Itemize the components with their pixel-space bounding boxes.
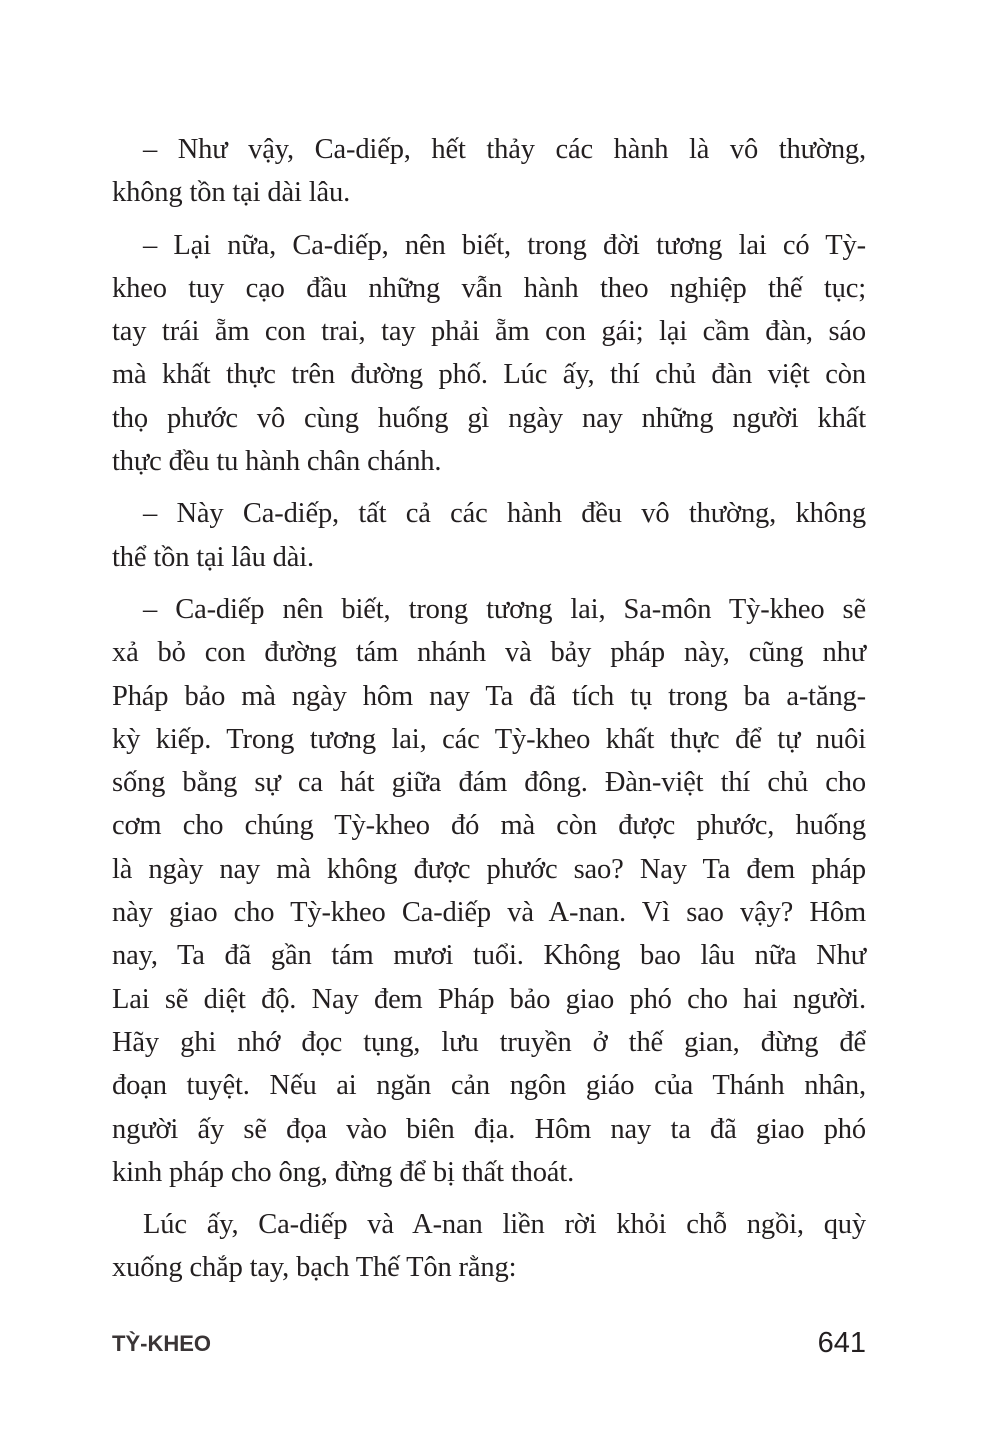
paragraph [112,492,866,579]
text-line: – Này Ca-diếp, tất cả các hành đều vô thường, không [143,498,866,530]
text-line: kheo tuy cạo đầu những vẫn hành theo nghiệp thế tục; [112,272,866,304]
page-number: 641 [817,1327,866,1359]
text-line: này giao cho Tỳ-kheo Ca-diếp và A-nan. Vì sao vậy? Hôm [112,897,866,929]
running-title: TỲ-KHEO [112,1331,211,1356]
body-text [112,128,866,1299]
text-line: thể tồn tại lâu dài. [112,541,314,573]
text-line: là ngày nay mà không được phước sao? Nay Ta đem pháp [112,853,866,885]
text-line: Lúc ấy, Ca-diếp và A-nan liền rời khỏi chỗ ngồi, quỳ [143,1209,866,1241]
text-line: – Ca-diếp nên biết, trong tương lai, Sa-môn Tỳ-kheo sẽ [143,593,866,625]
paragraph [112,588,866,1194]
text-line: sống bằng sự ca hát giữa đám đông. Đàn-việt thí chủ cho [112,767,866,799]
text-line: xuống chắp tay, bạch Thế Tôn rằng: [112,1252,517,1284]
text-line: Pháp bảo mà ngày hôm nay Ta đã tích tụ trong ba a-tăng- [112,680,866,712]
paragraph [112,1203,866,1290]
text-line: không tồn tại dài lâu. [112,177,351,209]
text-line: – Như vậy, Ca-diếp, hết thảy các hành là vô thường, [143,134,866,165]
text-line: kỳ kiếp. Trong tương lai, các Tỳ-kheo khất thực để tự nuôi [112,723,866,755]
text-line: xả bỏ con đường tám nhánh và bảy pháp này, cũng như [112,637,866,669]
text-line: cơm cho chúng Tỳ-kheo đó mà còn được phước, huống [112,810,866,842]
text-line: kinh pháp cho ông, đừng để bị thất thoát. [112,1156,575,1188]
text-line: nay, Ta đã gần tám mươi tuổi. Không bao lâu nữa Như [112,940,866,972]
paragraph [112,224,866,484]
paragraph [112,128,866,215]
text-line: mà khất thực trên đường phố. Lúc ấy, thí chủ đàn việt còn [112,359,866,391]
text-line: tay trái ẵm con trai, tay phải ẵm con gái; lại cầm đàn, sáo [112,316,866,348]
text-line: – Lại nữa, Ca-diếp, nên biết, trong đời tương lai có Tỳ- [143,229,866,261]
text-line: thọ phước vô cùng huống gì ngày nay những người khất [112,402,866,434]
text-line: Hãy ghi nhớ đọc tụng, lưu truyền ở thế gian, đừng để [112,1026,866,1058]
text-line: thực đều tu hành chân chánh. [112,446,442,478]
text-line: Lai sẽ diệt độ. Nay đem Pháp bảo giao phó cho hai người. [112,983,866,1015]
text-line: người ấy sẽ đọa vào biên địa. Hôm nay ta đã giao phó [112,1113,866,1145]
text-line: đoạn tuyệt. Nếu ai ngăn cản ngôn giáo của Thánh nhân, [112,1070,866,1102]
